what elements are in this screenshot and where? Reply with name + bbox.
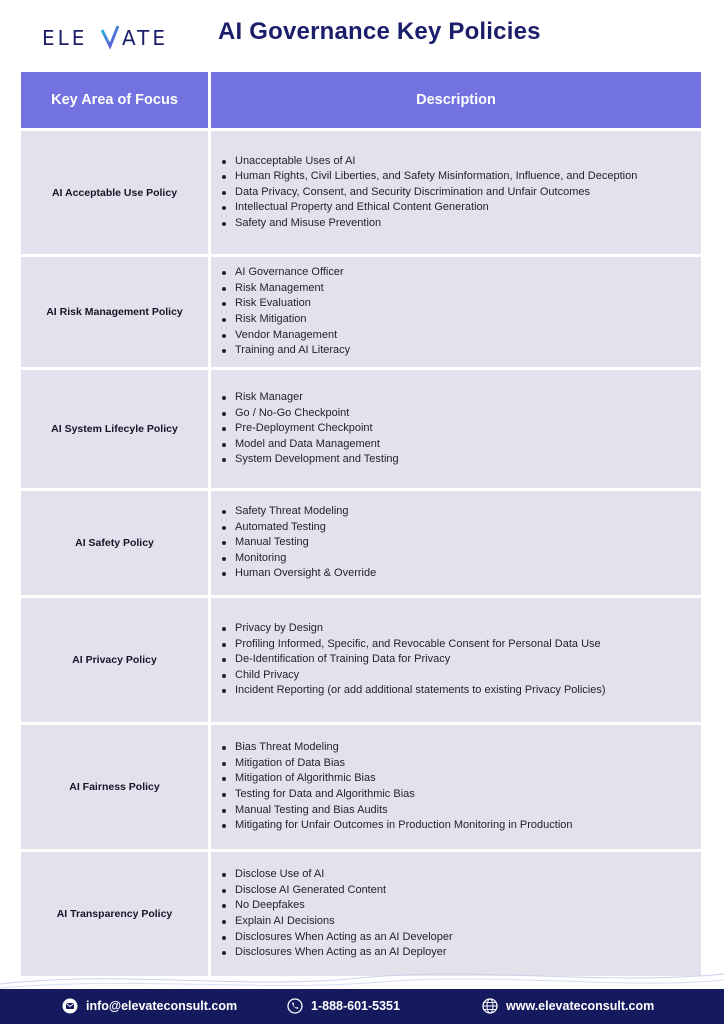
list-item: Manual Testing and Bias Audits xyxy=(235,803,573,819)
list-item: Disclose AI Generated Content xyxy=(235,883,453,899)
list-item: Vendor Management xyxy=(235,328,350,344)
column-header-area: Key Area of Focus xyxy=(21,72,208,128)
policy-area-cell: AI Risk Management Policy xyxy=(21,257,208,367)
policy-description-cell xyxy=(211,257,701,367)
list-item: Safety and Misuse Prevention xyxy=(235,216,637,232)
elevate-logo-mark xyxy=(42,22,192,52)
list-item: Privacy by Design xyxy=(235,621,606,637)
elevate-logo xyxy=(42,22,192,52)
table-row xyxy=(21,598,701,722)
list-item: No Deepfakes xyxy=(235,898,453,914)
policy-area-cell: AI System Lifecyle Policy xyxy=(21,370,208,488)
list-item: Risk Manager xyxy=(235,390,399,406)
policy-item-list xyxy=(211,390,399,468)
policy-area-cell: AI Transparency Policy xyxy=(21,852,208,976)
svg-text:ATE: ATE xyxy=(122,26,168,50)
list-item: Disclose Use of AI xyxy=(235,867,453,883)
table-row xyxy=(21,257,701,367)
list-item: Data Privacy, Consent, and Security Discrimination and Unfair Outcomes xyxy=(235,185,637,201)
list-item: Mitigation of Algorithmic Bias xyxy=(235,771,573,787)
policy-description-cell xyxy=(211,852,701,976)
decorative-wave xyxy=(0,960,724,990)
list-item: Training and AI Literacy xyxy=(235,343,350,359)
list-item: De-Identification of Training Data for Privacy xyxy=(235,652,606,668)
list-item: Risk Mitigation xyxy=(235,312,350,328)
table-row xyxy=(21,491,701,595)
list-item: Incident Reporting (or add additional statements to existing Privacy Policies) xyxy=(235,683,606,699)
policy-item-list xyxy=(211,621,606,699)
table-body xyxy=(21,131,701,976)
list-item: AI Governance Officer xyxy=(235,265,350,281)
footer-email-text: info@elevateconsult.com xyxy=(86,999,238,1013)
policy-area-cell: AI Acceptable Use Policy xyxy=(21,131,208,254)
globe-icon xyxy=(482,998,498,1014)
footer-website-text: www.elevateconsult.com xyxy=(506,999,655,1013)
svg-text:ELE: ELE xyxy=(42,26,88,50)
column-header-description: Description xyxy=(211,72,701,128)
policy-description-cell xyxy=(211,370,701,488)
list-item: Safety Threat Modeling xyxy=(235,504,376,520)
list-item: Automated Testing xyxy=(235,520,376,536)
list-item: Risk Evaluation xyxy=(235,296,350,312)
email-icon xyxy=(62,998,78,1014)
page-title: AI Governance Key Policies xyxy=(218,18,541,45)
policy-item-list xyxy=(211,504,376,582)
list-item: System Development and Testing xyxy=(235,452,399,468)
policy-item-list xyxy=(211,154,637,232)
table-row xyxy=(21,725,701,849)
footer-website[interactable] xyxy=(482,998,654,1014)
page-header xyxy=(0,0,724,70)
policy-description-cell xyxy=(211,725,701,849)
list-item: Go / No-Go Checkpoint xyxy=(235,406,399,422)
table-row xyxy=(21,370,701,488)
list-item: Testing for Data and Algorithmic Bias xyxy=(235,787,573,803)
list-item: Manual Testing xyxy=(235,535,376,551)
policy-description-cell xyxy=(211,131,701,254)
policy-area-cell: AI Safety Policy xyxy=(21,491,208,595)
footer-email[interactable] xyxy=(62,998,237,1014)
list-item: Disclosures When Acting as an AI Deployer xyxy=(235,945,453,961)
footer-phone-text: 1-888-601-5351 xyxy=(311,999,400,1013)
table-row xyxy=(21,852,701,976)
policy-area-cell: AI Fairness Policy xyxy=(21,725,208,849)
policy-description-cell xyxy=(211,598,701,722)
footer-bar xyxy=(0,989,724,1024)
phone-icon xyxy=(287,998,303,1014)
list-item: Unacceptable Uses of AI xyxy=(235,154,637,170)
list-item: Human Rights, Civil Liberties, and Safety Misinformation, Influence, and Deception xyxy=(235,169,637,185)
table-header-row xyxy=(21,72,701,128)
list-item: Bias Threat Modeling xyxy=(235,740,573,756)
list-item: Mitigation of Data Bias xyxy=(235,756,573,772)
list-item: Explain AI Decisions xyxy=(235,914,453,930)
list-item: Model and Data Management xyxy=(235,437,399,453)
policy-item-list xyxy=(211,265,350,359)
policy-area-cell: AI Privacy Policy xyxy=(21,598,208,722)
footer-phone[interactable] xyxy=(287,998,400,1014)
list-item: Intellectual Property and Ethical Content Generation xyxy=(235,200,637,216)
list-item: Disclosures When Acting as an AI Developer xyxy=(235,930,453,946)
policy-item-list xyxy=(211,740,573,834)
policy-item-list xyxy=(211,867,453,961)
list-item: Profiling Informed, Specific, and Revocable Consent for Personal Data Use xyxy=(235,637,606,653)
list-item: Monitoring xyxy=(235,551,376,567)
list-item: Risk Management xyxy=(235,281,350,297)
list-item: Human Oversight & Override xyxy=(235,566,376,582)
policies-table xyxy=(21,72,701,979)
list-item: Mitigating for Unfair Outcomes in Production Monitoring in Production xyxy=(235,818,573,834)
list-item: Pre-Deployment Checkpoint xyxy=(235,421,399,437)
list-item: Child Privacy xyxy=(235,668,606,684)
table-row xyxy=(21,131,701,254)
policy-description-cell xyxy=(211,491,701,595)
